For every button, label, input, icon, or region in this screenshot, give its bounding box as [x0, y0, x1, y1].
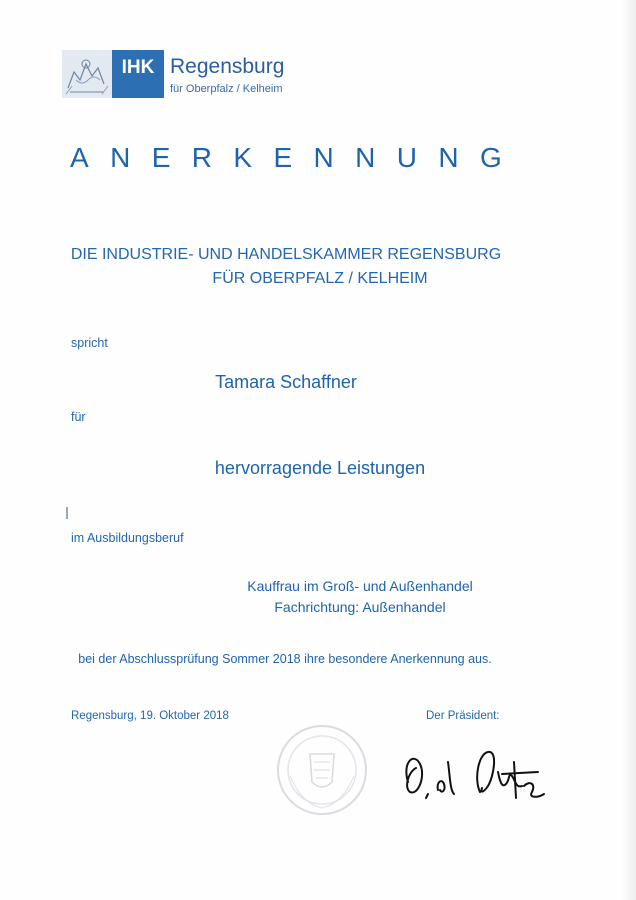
- issuer-line-1: DIE INDUSTRIE- UND HANDELSKAMMER REGENSBURG: [70, 246, 502, 263]
- president-label: Der Präsident:: [426, 710, 500, 722]
- issuer-line-2: FÜR OBERPFALZ / KELHEIM: [212, 270, 428, 287]
- logo-city: Regensburg: [170, 55, 285, 78]
- speaks-label: spricht: [71, 336, 108, 350]
- logo-brand: IHK: [112, 50, 164, 98]
- ihk-emblem-icon: [62, 50, 112, 98]
- occupation-intro: im Ausbildungsberuf: [71, 531, 184, 545]
- logo-subtitle: für Oberpfalz / Kelheim: [170, 83, 283, 95]
- margin-mark: [66, 507, 68, 519]
- place-date: Regensburg, 19. Oktober 2018: [71, 710, 229, 722]
- president-signature: [398, 732, 548, 812]
- closing-statement: bei der Abschlussprüfung Sommer 2018 ihre besondere Anerkennung aus.: [78, 652, 492, 666]
- ihk-logo: [62, 50, 284, 98]
- specialization: Fachrichtung: Außenhandel: [274, 599, 446, 615]
- embossed-seal: [272, 720, 372, 820]
- certificate-title: ANERKENNUNG: [70, 142, 524, 173]
- for-label: für: [71, 410, 86, 424]
- recipient-name: Tamara Schaffner: [215, 372, 357, 392]
- achievement: hervorragende Leistungen: [214, 458, 426, 478]
- occupation: Kauffrau im Groß- und Außenhandel: [247, 578, 473, 594]
